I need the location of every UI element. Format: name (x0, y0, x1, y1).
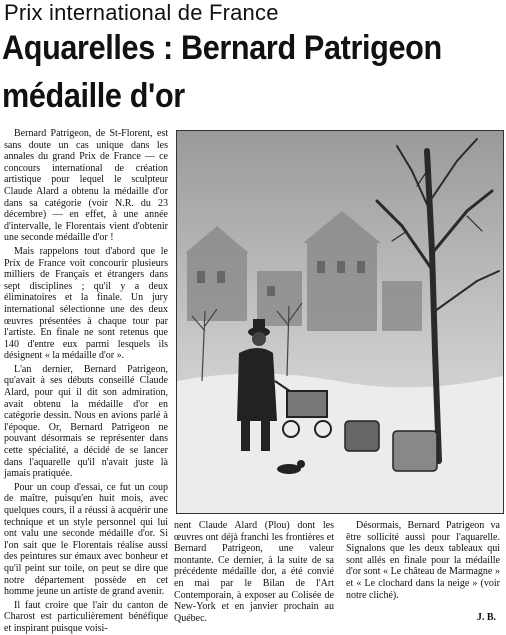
paragraph: Mais rappelons tout d'abord que le Prix de France voit concourir plusieurs milliers de Français et étrangers dans sept disciplines ; qu'il y a deux éliminatoires et la finale. Un jury international sélectionne une des deux œuvres présentées à chaque tour par l'artiste. En finale ne sont retenus que 140 d'entre eux parmi lesquels ils désignent « la médaille d'or ». (4, 245, 168, 362)
article-left-column (4, 128, 168, 634)
paragraph: Pour un coup d'essai, ce fut un coup de maître, puisqu'en huit mois, avec quelques cours, il a réussi à acquérir une technique et un style personnel qui lui ont valu une seconde médaille d'or. Si l'on sait que le Florentais réalise aussi des peintures sur émaux avec bonheur et qu'il peint sur toile, on peut se dire que notre département possède en cet homme jeune un artiste de grand avenir. (4, 481, 168, 598)
kicker: Prix international de France (4, 0, 279, 25)
paragraph: nent Claude Alard (Plou) dont les œuvres ont déjà franchi les frontières et Bernard Patrigeon, une valeur montante. Ce dernier, à la suite de sa précédente médaille dor, a été convié en mai par le Bilan de l'Art Contemporain, à exposer au Colisée de New-York et en janvier prochain au Québec. (174, 520, 334, 624)
article-right-column (346, 520, 500, 620)
paragraph: Il faut croire que l'air du canton de Charost est particulièrement bénéfique et inspirant puisque voisi- (4, 599, 168, 634)
painting-photo (176, 130, 504, 514)
author-signature: J. B. (476, 612, 496, 623)
paragraph: Bernard Patrigeon, de St-Florent, est sans doute un cas unique dans les annales du grand Prix de France — ce concours international de création artistique pour lequel le sculpteur Claude Alard a obtenu la médaille d'or dans sa catégorie (voir N.R. du 23 décembre) — en effet, à une année d'intervalle, le Florentais vient d'obtenir une seconde médaille d'or ! (4, 128, 168, 244)
headline-line-1: Aquarelles : Bernard Patrigeon (2, 29, 442, 67)
paragraph: L'an dernier, Bernard Patrigeon, qu'avait à ses débuts conseillé Claude Alard, pour qui il dit son admiration, avait obtenu la médaille d'or en catégorie dessin. Nous en avions parlé à l'époque. Or, Bernard Patrigeon ne pouvant désormais se représenter dans cette spécialité, a décidé de se lancer dans l'aquarelle qu'il n'avait juste là jamais pratiquée. (4, 363, 168, 480)
article-middle-column (174, 520, 334, 624)
snow-scene-illustration (177, 131, 503, 513)
headline-line-2: médaille d'or (2, 77, 185, 115)
paragraph: Désormais, Bernard Patrigeon va être sollicité aussi pour l'aquarelle. Signalons que les deux tableaux qui sont allés en finale pour la médaille d'or sont « Le château de Marmagne » et « Le clochard dans la neige » (voir notre cliché). (346, 520, 500, 601)
